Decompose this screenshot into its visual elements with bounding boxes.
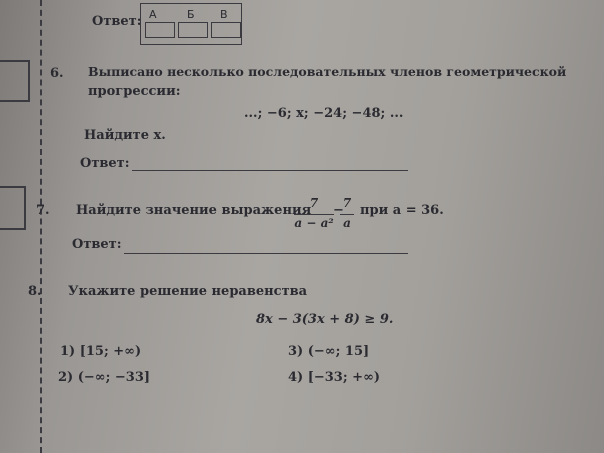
task-8-number: 8. bbox=[28, 284, 42, 299]
task-7-number: 7. bbox=[36, 203, 50, 218]
task-7-minus: − bbox=[333, 203, 344, 218]
frac1-denominator: a − a² bbox=[294, 216, 334, 230]
task-6-text-line1: Выписано несколько последовательных членов геометрической bbox=[88, 64, 567, 79]
task-6-sequence: ...; −6; x; −24; −48; ... bbox=[244, 106, 404, 121]
frac2-numerator: 7 bbox=[342, 196, 352, 210]
frac2-denominator: a bbox=[343, 216, 351, 230]
task-6-number: 6. bbox=[50, 66, 64, 81]
margin-box bbox=[0, 60, 30, 102]
option-1[interactable]: 1) [15; +∞) bbox=[60, 344, 142, 359]
margin-box bbox=[0, 186, 26, 230]
option-2[interactable]: 2) (−∞; −33] bbox=[58, 370, 151, 385]
task-8-text: Укажите решение неравенства bbox=[68, 284, 308, 299]
task-7-condition: при a = 36. bbox=[360, 203, 444, 218]
task-6-answer-line[interactable] bbox=[132, 170, 408, 171]
letter-v: В bbox=[220, 8, 228, 21]
letter-a: А bbox=[149, 8, 157, 21]
task-7-answer-label: Ответ: bbox=[72, 237, 122, 252]
task-7-text: Найдите значение выражения bbox=[76, 203, 312, 218]
option-4[interactable]: 4) [−33; +∞) bbox=[288, 370, 381, 385]
answer-cell-v[interactable] bbox=[211, 22, 241, 38]
frac1-numerator: 7 bbox=[309, 196, 319, 210]
task-7-answer-line[interactable] bbox=[124, 253, 408, 254]
letter-b: Б bbox=[187, 8, 195, 21]
task-6-text-line2: прогрессии: bbox=[88, 84, 181, 99]
task-6-question: Найдите x. bbox=[84, 128, 166, 143]
answer-label-top: Ответ: bbox=[92, 14, 142, 29]
cut-line bbox=[40, 0, 42, 453]
answer-cell-b[interactable] bbox=[178, 22, 208, 38]
answer-cell-a[interactable] bbox=[145, 22, 175, 38]
task-8-inequality: 8x − 3(3x + 8) ≥ 9. bbox=[256, 312, 394, 327]
option-3[interactable]: 3) (−∞; 15] bbox=[288, 344, 370, 359]
task-6-answer-label: Ответ: bbox=[80, 156, 130, 171]
frac1-bar bbox=[294, 214, 334, 215]
frac2-bar bbox=[340, 214, 354, 215]
